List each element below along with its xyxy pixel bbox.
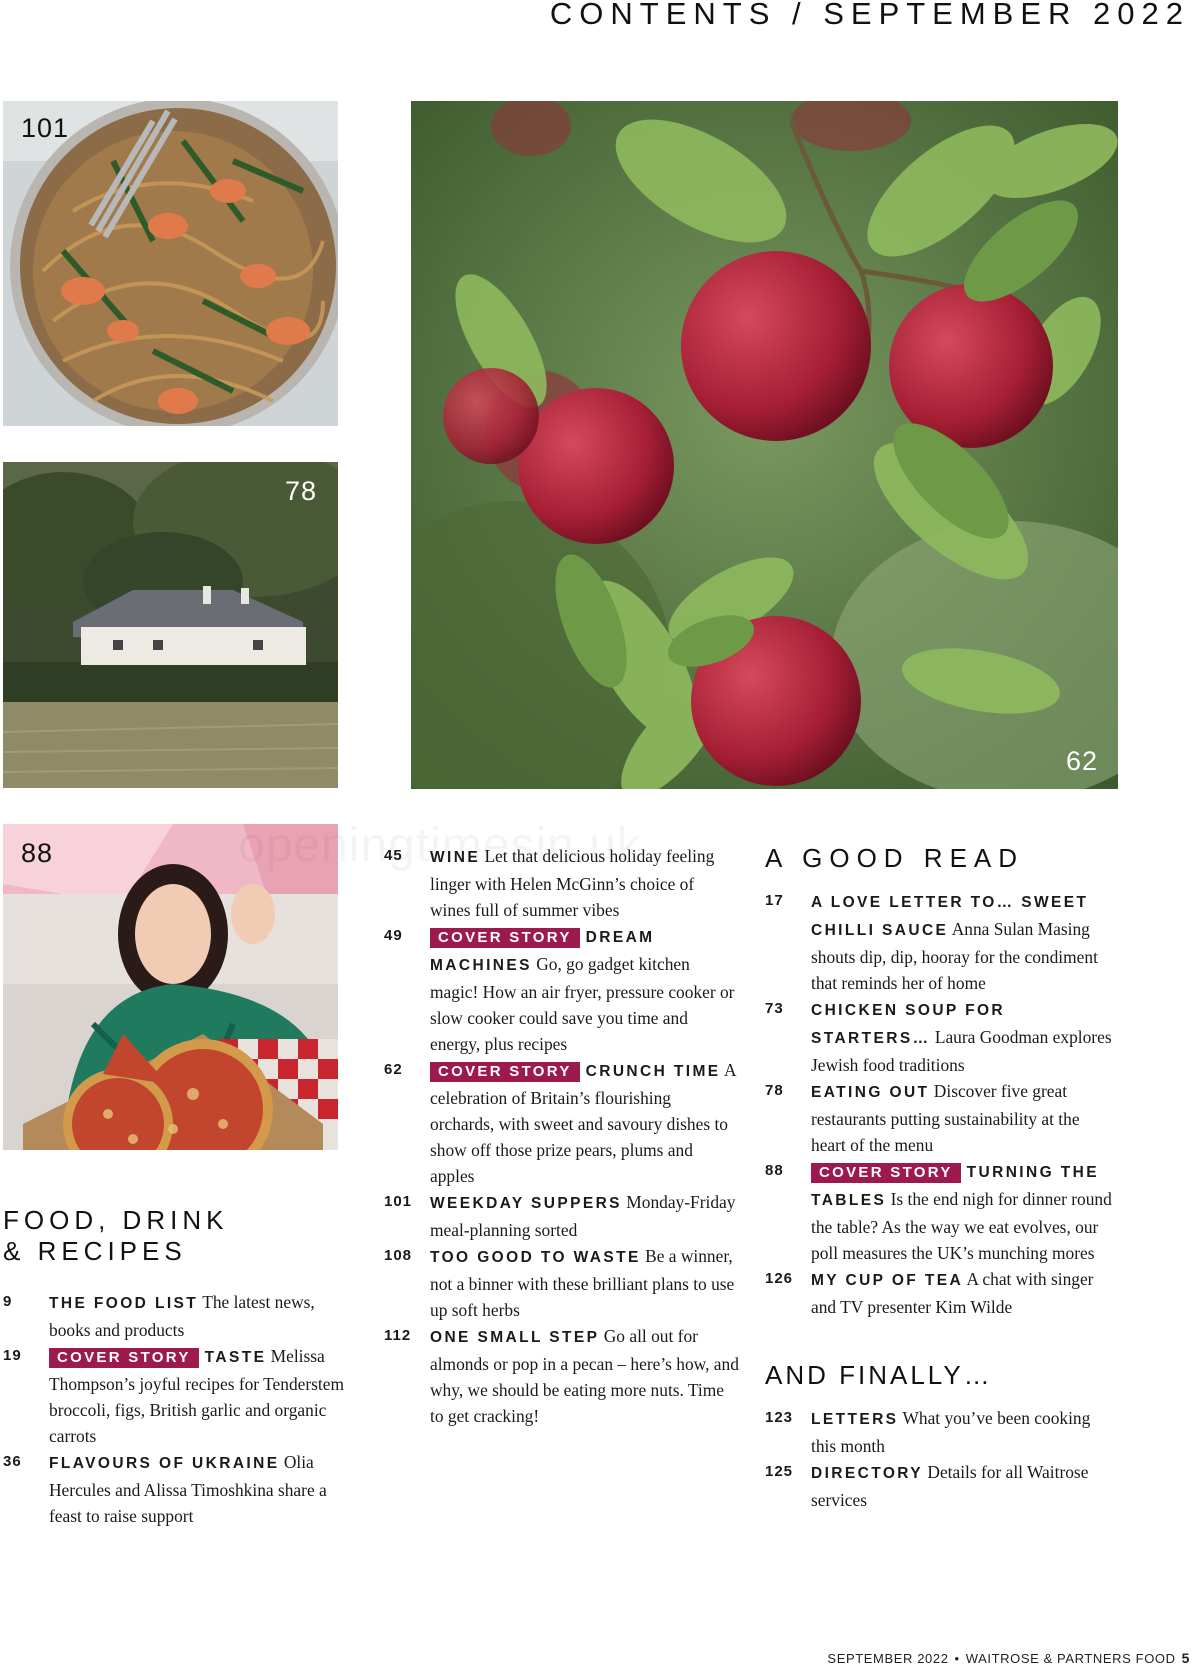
- section-heading: AND FINALLY…: [765, 1360, 993, 1390]
- entry-headline: THE FOOD LIST: [49, 1295, 199, 1312]
- contents-entry[interactable]: [765, 996, 1115, 1078]
- page-title: CONTENTS / SEPTEMBER 2022: [549, 0, 1190, 31]
- entry-description: Is the end nigh for dinner round the table? As the way we eat evolves, our poll measures the UK’s munching mores: [811, 1189, 1112, 1263]
- contents-entry[interactable]: [765, 1459, 1115, 1513]
- good-read-section: [765, 843, 1115, 1513]
- contents-entry[interactable]: [384, 923, 739, 1057]
- entry-headline: MY CUP OF TEA: [811, 1272, 964, 1289]
- photo-page-number: 62: [1066, 746, 1099, 776]
- entry-headline: ONE SMALL STEP: [430, 1329, 600, 1346]
- entry-description: Details for all Waitrose services: [811, 1462, 1089, 1510]
- cover-story-badge: COVER STORY: [430, 1062, 580, 1082]
- prawn-pasta-photo: [3, 101, 338, 426]
- entry-description: Laura Goodman explores Jewish food traditions: [811, 1027, 1112, 1075]
- entry-page-number: 17: [765, 892, 784, 909]
- apple-tree-photo: [411, 101, 1118, 789]
- entry-page-number: 62: [384, 1061, 403, 1078]
- entry-headline: TASTE: [204, 1349, 267, 1366]
- entry-description: Olia Hercules and Alissa Timoshkina share a feast to raise support: [49, 1452, 327, 1526]
- entry-page-number: 49: [384, 927, 403, 944]
- entry-page-number: 108: [384, 1247, 413, 1264]
- photo-page-number: 101: [21, 113, 70, 143]
- contents-entry[interactable]: [384, 843, 739, 923]
- entry-headline: WINE: [430, 849, 481, 866]
- contents-entry[interactable]: [765, 1078, 1115, 1158]
- contents-entry[interactable]: [384, 1057, 739, 1189]
- entry-page-number: 73: [765, 1000, 784, 1017]
- entry-description: Go all out for almonds or pop in a pecan – here’s how, and why, we should be eating more nuts. Time to get cracking!: [430, 1326, 739, 1426]
- contents-entry[interactable]: [3, 1289, 353, 1343]
- entry-headline: EATING OUT: [811, 1084, 930, 1101]
- entry-description: Be a winner, not a binner with these brilliant plans to use up soft herbs: [430, 1246, 735, 1320]
- contents-entry[interactable]: [765, 1405, 1115, 1459]
- footer-magazine: WAITROSE & PARTNERS FOOD: [965, 1651, 1176, 1666]
- entry-headline: CRUNCH TIME: [585, 1063, 721, 1080]
- entry-page-number: 126: [765, 1270, 794, 1287]
- entry-page-number: 9: [3, 1293, 13, 1310]
- contents-entry[interactable]: [384, 1189, 739, 1243]
- cottage-photo: [3, 462, 338, 788]
- section-heading-line: FOOD, DRINK: [3, 1205, 229, 1235]
- photo-page-number: 88: [21, 838, 54, 868]
- footer-issue: SEPTEMBER 2022: [827, 1651, 949, 1666]
- entry-page-number: 123: [765, 1409, 794, 1426]
- entry-headline: TURNING THE TABLES: [811, 1164, 1099, 1209]
- entry-description: Discover five great restaurants putting sustainability at the heart of the menu: [811, 1081, 1080, 1155]
- entry-page-number: 88: [765, 1162, 784, 1179]
- contents-entry[interactable]: [3, 1449, 353, 1529]
- entry-description: The latest news, books and products: [49, 1292, 315, 1340]
- page-number: 5: [1181, 1650, 1190, 1666]
- entry-headline: LETTERS: [811, 1411, 899, 1428]
- contents-entry[interactable]: [765, 1266, 1115, 1320]
- contents-entry[interactable]: [384, 1243, 739, 1323]
- entry-description: Melissa Thompson’s joyful recipes for Tenderstem broccoli, figs, British garlic and organic carrots: [49, 1346, 345, 1446]
- page-footer: [827, 1650, 1190, 1666]
- entry-page-number: 101: [384, 1193, 413, 1210]
- entry-description: Go, go gadget kitchen magic! How an air fryer, pressure cooker or slow cooker could save you time and energy, plus recipes: [430, 954, 735, 1054]
- entry-headline: WEEKDAY SUPPERS: [430, 1195, 622, 1212]
- section-heading: A GOOD READ: [765, 843, 1025, 873]
- entry-description: A celebration of Britain’s flourishing orchards, with sweet and savoury dishes to show off those prize pears, plums and apples: [430, 1060, 736, 1186]
- food-drink-recipes-section: [3, 1205, 353, 1529]
- footer-separator: •: [954, 1651, 960, 1666]
- cover-story-badge: COVER STORY: [430, 928, 580, 948]
- contents-entry[interactable]: [3, 1343, 353, 1449]
- entry-description: Let that delicious holiday feeling linger with Helen McGinn’s choice of wines full of summer vibes: [430, 846, 715, 920]
- photo-page-number: 78: [285, 476, 318, 506]
- section-heading-line: & RECIPES: [3, 1236, 187, 1266]
- entry-description: What you’ve been cooking this month: [811, 1408, 1091, 1456]
- features-section: [384, 843, 739, 1429]
- cover-story-badge: COVER STORY: [49, 1348, 199, 1368]
- entry-headline: DIRECTORY: [811, 1465, 924, 1482]
- contents-entry[interactable]: [765, 888, 1115, 996]
- entry-description: Monday-Friday meal-planning sorted: [430, 1192, 736, 1240]
- entry-headline: A LOVE LETTER TO… SWEET CHILLI SAUCE: [811, 894, 1089, 939]
- entry-description: Anna Sulan Masing shouts dip, dip, hooray for the condiment that reminds her of home: [811, 919, 1098, 993]
- cover-story-badge: COVER STORY: [811, 1163, 961, 1183]
- entry-description: A chat with singer and TV presenter Kim Wilde: [811, 1269, 1094, 1317]
- entry-headline: TOO GOOD TO WASTE: [430, 1249, 641, 1266]
- entry-page-number: 125: [765, 1463, 794, 1480]
- entry-page-number: 19: [3, 1347, 22, 1364]
- entry-page-number: 45: [384, 847, 403, 864]
- entry-headline: FLAVOURS OF UKRAINE: [49, 1455, 280, 1472]
- section-heading: [3, 1205, 353, 1267]
- entry-page-number: 78: [765, 1082, 784, 1099]
- entry-page-number: 36: [3, 1453, 22, 1470]
- contents-entry[interactable]: [384, 1323, 739, 1429]
- entry-page-number: 112: [384, 1327, 412, 1344]
- contents-entry[interactable]: [765, 1158, 1115, 1266]
- entry-headline: CHICKEN SOUP FOR STARTERS…: [811, 1002, 1005, 1047]
- entry-headline: DREAM MACHINES: [430, 929, 655, 974]
